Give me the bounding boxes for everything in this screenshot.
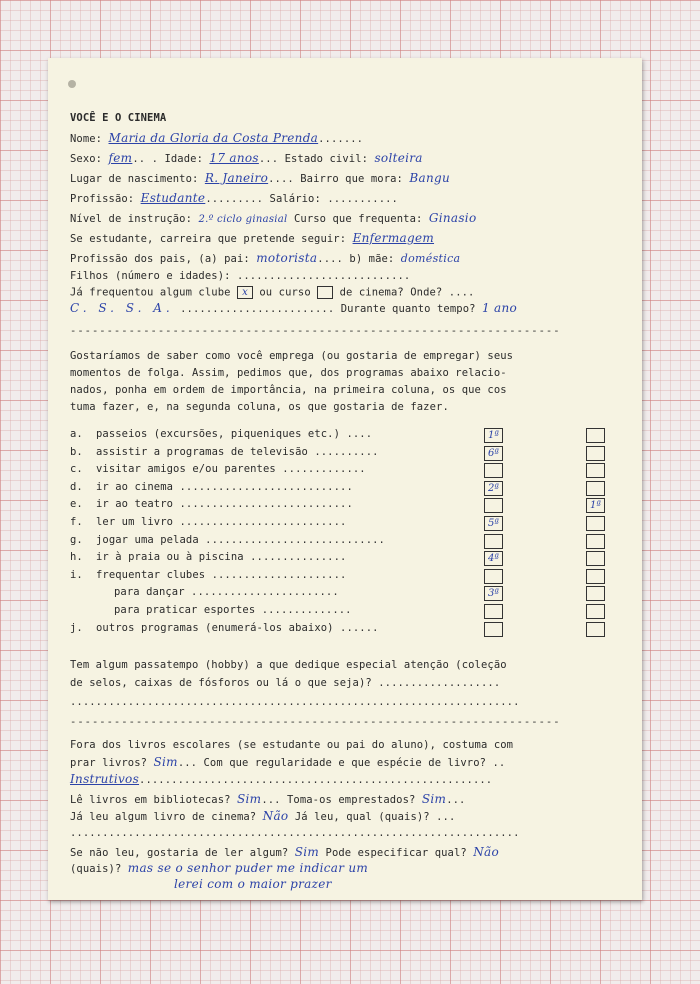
mae-value[interactable]: doméstica [400,252,461,265]
activity-label: passeios (excursões, piqueniques etc.) [96,428,341,440]
biblioteca-row: Lê livros em bibliotecas? Sim... Toma-os emprestados? Sim... [70,792,466,806]
livros-compra-value[interactable]: Sim [153,755,178,769]
separator-2: ------------------------------------------------------------------- [70,716,561,728]
clube-onde-value[interactable]: C. S. S. A. [70,301,174,315]
activity-dots: ............................ [198,534,385,546]
clube-checkbox[interactable]: x [237,286,253,299]
nivel-label: Nível de instrução: [70,213,193,225]
activity-letter: g. [70,534,83,546]
biblioteca-label: Lê livros em bibliotecas? [70,794,231,806]
nivel-value[interactable]: 2.º ciclo ginasial [198,214,288,225]
quais-row-2 [174,878,594,892]
activity-row [70,428,610,441]
activity-rank-would[interactable] [586,446,605,461]
field-profissao-row: Profissão: Estudante......... Salário: ........... [70,191,398,205]
clube-label: Já frequentou algum clube [70,286,231,299]
carreira-label: Se estudante, carreira que pretende seguir: [70,233,347,245]
field-pais: Profissão dos pais, (a) pai: motorista.... b) mãe: doméstica [70,251,461,265]
activity-rank-would[interactable] [586,463,605,478]
bairro-value[interactable]: Bangu [409,171,451,185]
activity-dots: ............... [243,551,347,563]
activity-label: ir ao teatro [96,498,174,510]
especificar-value[interactable]: Não [473,845,500,859]
activity-row [70,463,610,476]
livro-cinema-label: Já leu algum livro de cinema? [70,811,257,823]
activity-label: ir ao cinema [96,481,174,493]
estado-civil-label: Estado civil: [284,153,369,165]
salario-label: Salário: [269,193,321,205]
idade-value[interactable]: 17 anos [209,151,259,165]
especificar-label: Pode especificar qual? [325,847,467,859]
activity-rank-would[interactable] [586,586,605,601]
activity-dots: ........................... [173,498,353,510]
lugar-value[interactable]: R. Janeiro [204,171,269,185]
activity-rank-would[interactable] [586,534,605,549]
field-onde-tempo: C. S. S. A. ........................ Durante quanto tempo? 1 ano [70,301,518,315]
livros-regularidade-label: Com que regularidade e que espécie de livro? [203,757,487,769]
activity-rank-does[interactable] [484,498,503,513]
activity-label: para praticar esportes [114,604,256,616]
emprestados-value[interactable]: Sim [421,792,447,806]
activity-dots: .......... [307,446,379,458]
tempo-label: Durante quanto tempo? [340,303,476,315]
livros-especie-value[interactable]: Instrutivos [70,772,140,786]
activity-letter: h. [70,551,83,563]
carreira-value[interactable]: Enfermagem [352,231,435,245]
form-title: VOCÊ E O CINEMA [70,112,167,124]
activity-rank-does[interactable] [484,463,503,478]
activity-letter: d. [70,481,83,493]
activity-letter: a. [70,428,83,440]
curso-value[interactable]: Ginasio [428,211,477,225]
field-nivel-row [70,212,610,226]
activity-letter: b. [70,446,83,458]
activity-label: assistir a programas de televisão [96,446,308,458]
hobby-line-1: Tem algum passatempo (hobby) a que dedique especial atenção (coleção [70,659,507,671]
activity-row [70,481,610,494]
field-nome: Nome: Maria da Gloria da Costa Prenda....... [70,131,364,145]
curso-cinema-checkbox[interactable] [317,286,333,299]
activity-letter: i. [70,569,83,581]
lugar-label: Lugar de nascimento: [70,173,199,185]
livro-cinema-value[interactable]: Não [262,809,289,823]
curso-cinema-label: ou curso [259,286,311,299]
activity-label: frequentar clubes [96,569,206,581]
activity-letter: j. [70,622,83,634]
emprestados-label: Toma-os emprestados? [287,794,416,806]
activity-dots: ............. [275,463,366,475]
activity-row [70,586,610,599]
field-carreira [70,232,610,246]
naoleu-value[interactable]: Sim [294,845,320,859]
activity-rank-does[interactable]: 2ª [484,481,503,496]
nome-value[interactable]: Maria da Gloria da Costa Prenda [108,131,319,145]
livros-line-3: Instrutivos....................................................... [70,772,493,786]
quais-value-2[interactable]: lerei com o maior prazer [174,877,332,891]
activity-rank-does[interactable]: 3ª [484,586,503,601]
intro-line-1: Gostaríamos de saber como você emprega (ou gostaria de empregar) seus [70,350,514,362]
intro-line-2: momentos de folga. Assim, pedimos que, dos programas abaixo relacio- [70,367,507,379]
activity-label: ler um livro [96,516,174,528]
cinema-onde-label: de cinema? Onde? [339,286,443,299]
activity-label: visitar amigos e/ou parentes [96,463,276,475]
activity-row [70,551,610,564]
activity-dots: ........................... [173,481,353,493]
activity-row [70,534,610,547]
pai-value[interactable]: motorista [256,251,318,265]
livro-cinema-row: Já leu algum livro de cinema? Não Já leu, qual (quais)? ... [70,809,456,823]
activity-dots: .............. [255,604,352,616]
livros-compra-label: prar livros? [70,757,148,769]
activity-dots: .......................... [173,516,347,528]
intro-line-4: tuma fazer, e, na segunda coluna, os que gostaria de fazer. [70,401,449,413]
profissao-value[interactable]: Estudante [140,191,206,205]
activity-row [70,604,610,617]
profissao-label: Profissão: [70,193,135,205]
separator-1: ------------------------------------------------------------------- [70,325,561,337]
activity-dots: .... [340,428,373,440]
hobby-question: de selos, caixas de fósforos ou lá o que seja)? [70,677,372,689]
activity-rank-does[interactable]: 6ª [484,446,503,461]
bairro-label: Bairro que mora: [300,173,403,185]
naoleu-label: Se não leu, gostaria de ler algum? [70,847,289,859]
activity-rank-does[interactable] [484,604,503,619]
hobby-answer-dots[interactable]: ...................................................................... [70,696,520,708]
activity-rank-would[interactable] [586,622,605,637]
hobby-line-2: de selos, caixas de fósforos ou lá o que seja)? ................... [70,677,501,689]
biblioteca-value[interactable]: Sim [236,792,262,806]
sexo-value[interactable]: fem [108,151,133,165]
activity-rank-would[interactable] [586,481,605,496]
tempo-value[interactable]: 1 ano [481,301,518,315]
activity-label: ir à praia ou à piscina [96,551,244,563]
intro-line-3: nados, ponha em ordem de importância, na primeira coluna, os que cos [70,384,507,396]
activity-rank-would[interactable]: 1ª [586,498,605,513]
activity-row [70,516,610,529]
quais-label: (quais)? [70,863,122,875]
activity-row [70,569,610,582]
activity-rank-would[interactable] [586,604,605,619]
field-lugar-row: Lugar de nascimento: R. Janeiro.... Bairro que mora: Bangu [70,171,451,185]
sexo-label: Sexo: [70,153,103,165]
livros-line-2: prar livros? Sim... Com que regularidade e que espécie de livro? .. [70,755,506,769]
quais-row [70,862,610,876]
mae-label: b) mãe: [349,253,395,265]
filhos-label: Filhos (número e idades): [70,270,231,282]
activity-rank-does[interactable] [484,534,503,549]
activity-row [70,446,610,459]
activity-letter: e. [70,498,83,510]
punch-hole [68,80,76,88]
activity-rank-does[interactable] [484,569,503,584]
field-clube: Já frequentou algum clube x ou curso de cinema? Onde? .... [70,286,475,299]
activity-dots: ...... [333,622,379,634]
activity-dots: ....................... [184,586,339,598]
activity-rank-does[interactable]: 4ª [484,551,503,566]
livro-cinema-rest: Já leu, qual (quais)? [294,811,430,823]
activity-letter: f. [70,516,83,528]
activity-row [70,622,610,635]
activity-rank-would[interactable] [586,428,605,443]
activity-rank-would[interactable] [586,551,605,566]
naoleu-row [70,846,610,860]
activity-label: para dançar [114,586,185,598]
field-filhos: Filhos (número e idades): ........................... [70,270,411,282]
activity-rank-would[interactable] [586,516,605,531]
activity-letter: c. [70,463,83,475]
activity-label: outros programas (enumerá-los abaixo) [96,622,334,634]
activity-rank-does[interactable] [484,622,503,637]
activity-label: jogar uma pelada [96,534,199,546]
activity-rank-does[interactable]: 5ª [484,516,503,531]
activity-rank-does[interactable]: 1ª [484,428,503,443]
field-sexo-row: Sexo: fem.. . Idade: 17 anos... Estado civil: solteira [70,151,423,165]
activity-dots: ..................... [205,569,347,581]
estado-civil-value[interactable]: solteira [374,151,423,165]
livros-line-1: Fora dos livros escolares (se estudante ou pai do aluno), costuma com [70,739,514,751]
curso-label: Curso que frequenta: [293,213,423,225]
livro-cinema-answer-dots[interactable]: ...................................................................... [70,827,520,839]
pais-label: Profissão dos pais, (a) pai: [70,253,250,265]
nome-label: Nome: [70,133,103,145]
activity-row [70,498,610,511]
activity-rank-would[interactable] [586,569,605,584]
quais-value-1[interactable]: mas se o senhor puder me indicar um [127,861,369,875]
idade-label: Idade: [164,153,203,165]
